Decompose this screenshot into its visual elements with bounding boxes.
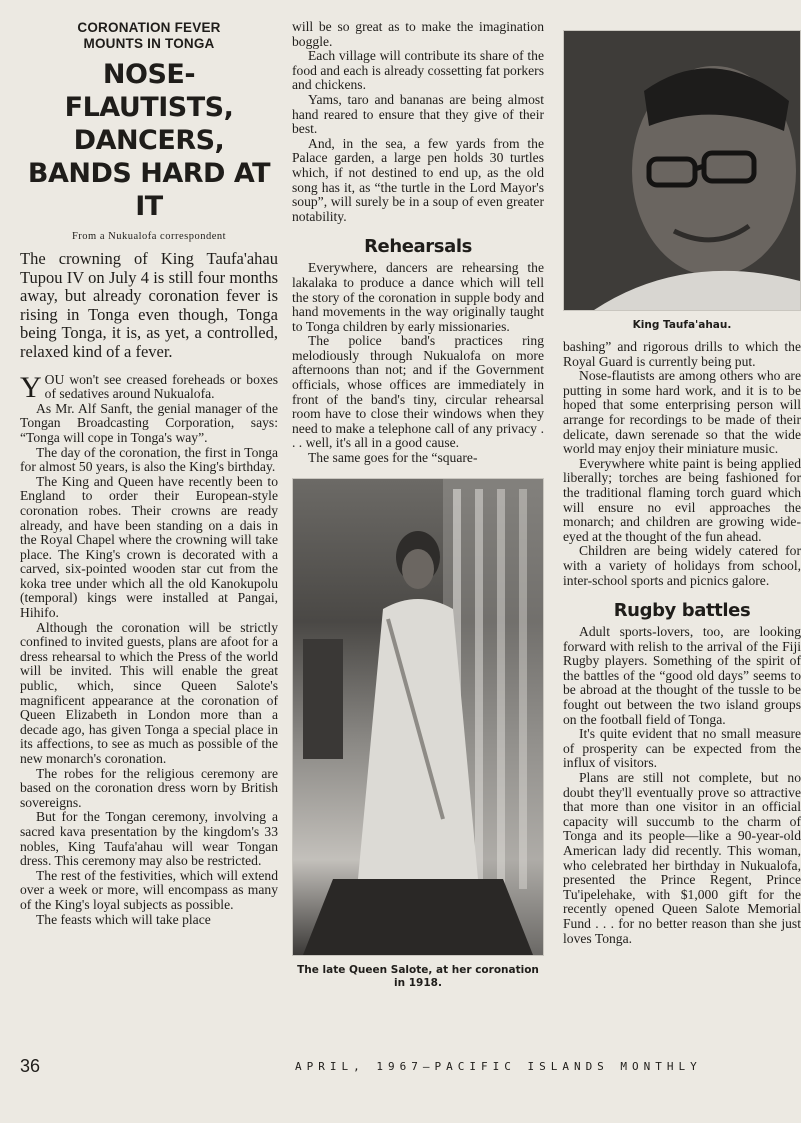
column-3: [563, 20, 801, 946]
body-paragraph: bashing” and rigorous drills to which the Royal Guard is currently being put.: [563, 339, 801, 369]
king-photo-caption: King Taufa'ahau.: [632, 319, 732, 331]
subhead-rugby: Rugby battles: [613, 600, 751, 622]
body-paragraph: Everywhere, dancers are rehearsing the lakalaka to produce a dance which will tell the story of the coronation in supple body and hand movements in the way originally taught to Tonga children by early missionaries.: [292, 260, 544, 334]
queen-photo-illustration: [293, 479, 543, 955]
byline: From a Nukualofa correspondent: [71, 231, 227, 242]
column-2: [292, 20, 544, 990]
body-paragraph: Everywhere white paint is being applied liberally; torches are being fashioned for the traditional flaming torch guard which will ensure no evil approaches the monarch; and children are growing wide-eyed at the thought of the fun ahead.: [563, 455, 801, 544]
kicker: [20, 20, 278, 52]
kicker-line-2: MOUNTS IN TONGA: [83, 36, 215, 51]
body-paragraph: The feasts which will take place: [36, 911, 211, 927]
footer-publication-line: APRIL, 1967—PACIFIC ISLANDS MONTHLY: [295, 1060, 702, 1073]
body-paragraph: Although the coronation will be strictly confined to invited guests, plans are afoot for a dress rehearsal to which the Press of the world will be invited. This will enable the great public, which, since Queen Salote's magnificent appearance at the coronation of Queen Elizabeth in London more than a decade ago, has given Tonga a special place in its affections, to see as much as possible of the new monarch's coronation.: [20, 619, 278, 766]
column-1: [20, 20, 278, 927]
queen-photo-caption: The late Queen Salote, at her coronation in 1918.: [297, 963, 539, 989]
body-paragraph: The King and Queen have recently been to England to order their European-style coronation robes. Their crowns are ready already, and have been standing on a dais in the Royal Chapel where the crowning will take place. The King's crown is decorated with a carved, six-pointed wooden star cut from the koka tree under which all the old Kanokupolu (temporal) kings were installed at Pangai, Hihifo.: [20, 473, 278, 621]
body-paragraph: YOU won't see creased foreheads or boxes of sedatives around Nukualofa.: [20, 370, 278, 404]
body-paragraph: Adult sports-lovers, too, are looking forward with relish to the arrival of the Fiji Rugby players. Something of the spirit of the battles of the “good old days” seems to be abroad at the thought of the tussle to be fought out between the two island groups on the football field of Tonga.: [563, 624, 801, 727]
king-photo-illustration: [564, 31, 800, 310]
body-paragraph: It's quite evident that no small measure of prosperity can be expected from the influx of visitors.: [563, 726, 801, 771]
lede: The crowning of King Taufa'ahau Tupou IV on July 4 is still four months away, but already coronation fever is rising in Tonga even though, Tonga being Tonga, it is, as yet, a controlled, relaxed kind of a fever.: [20, 249, 278, 361]
body-paragraph: Nose-flautists are among others who are putting in some hard work, and it is to be hoped that some enterprising person will arrange for recordings to be made of their delicate, dawn serenade so that the wide world may enjoy their miniature music.: [563, 368, 801, 457]
headline: NOSE-FLAUTISTS, DANCERS, BANDS HARD AT IT: [27, 59, 271, 222]
subhead-rehearsals: Rehearsals: [364, 236, 472, 258]
body-paragraph: Yams, taro and bananas are being almost hand reared to ensure that they give of their best.: [292, 91, 544, 137]
drop-cap: Y: [20, 370, 42, 404]
page-number: 36: [20, 1056, 41, 1076]
body-paragraph: The robes for the religious ceremony are based on the coronation dress worn by British sovereigns.: [20, 765, 278, 810]
body-paragraph: And, in the sea, a few yards from the Palace garden, a large pen holds 30 turtles which, if not destined to end up, as the old song has it, as “the turtle in the Lord Mayor's soup”, will surely be in a soup of even greater notability.: [292, 135, 544, 224]
queen-salote-photo: [292, 478, 544, 956]
kicker-line-1: CORONATION FEVER: [77, 20, 221, 35]
king-taufaahau-photo: [563, 30, 801, 311]
body-paragraph: The same goes for the “square-: [308, 450, 478, 466]
body-paragraph: Each village will contribute its share of the food and each is already cossetting fat porkers and chickens.: [292, 48, 544, 93]
body-paragraph: Children are being widely catered for with a variety of holidays from school, inter-school sports and picnics galore.: [563, 543, 801, 588]
body-paragraph: Plans are still not complete, but no doubt they'll eventually prove so attractive that more than one visitor in an official capacity will succumb to the charm of Tonga and its people—like a 90-year-old American lady did recently. This woman, who celebrated her birthday in Nukualofa, presented the Prince Regent, Prince Tu'ipelehake, with $1,000 gift for the recently opened Queen Salote Memorial Fund . . . for no better reason than she just loves Tonga.: [563, 770, 801, 946]
body-paragraph: As Mr. Alf Sanft, the genial manager of the Tongan Broadcasting Corporation, says: “Tonga will cope in Tonga's way”.: [20, 400, 278, 445]
body-paragraph: The rest of the festivities, which will extend over a week or more, will encompass as many of the King's loyal subjects as possible.: [20, 867, 278, 912]
body-paragraph: will be so great as to make the imagination boggle.: [292, 19, 544, 49]
body-paragraph: The day of the coronation, the first in Tonga for almost 50 years, is also the King's birthday.: [20, 444, 278, 475]
body-paragraph: But for the Tongan ceremony, involving a sacred kava presentation by the kingdom's 33 nobles, King Taufa'ahau will wear Tongan dress. This ceremony may also be restricted.: [20, 809, 278, 869]
body-paragraph: The police band's practices ring melodiously through Nukualofa on more afternoons than not; and if the Government officials, whose offices are immediately in front of the band's tiny, circular rehearsal room have to close their windows when they need to make a telephone call of any privacy . . . well, it's all in a good cause.: [292, 333, 544, 451]
